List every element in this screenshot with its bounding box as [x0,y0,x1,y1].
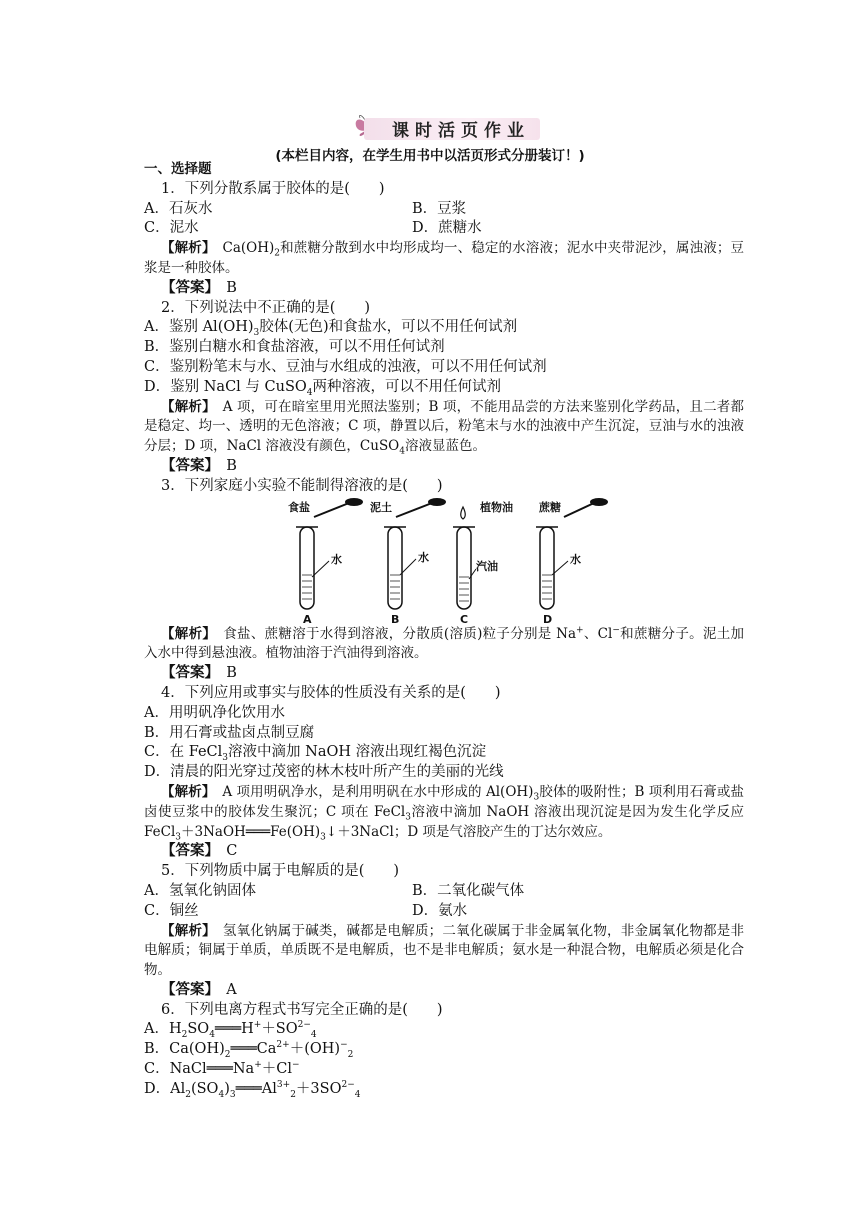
subtitle: (本栏目内容，在学生用书中以活页形式分册装订！) [275,148,585,164]
answer-tag: 【答案】 [161,843,212,860]
subscript: 3 [253,328,260,339]
analysis-text: 胶体的吸附性；B 项利用石膏或盐卤使豆浆中的胶体发生聚沉；C 项在 FeCl [144,783,745,820]
formula-part: ═══Ca [230,1041,277,1058]
question-6-stem: 6．下列电离方程式书写完全正确的是( ) [161,1001,443,1018]
analysis-text: A 项用明矾净水，是利用明矾在水中形成的 Al(OH) [222,783,534,800]
formula-part: ＋Cl [261,1061,292,1078]
formula-part: B．Ca(OH) [144,1041,225,1058]
option-text: 胶体(无色)和食盐水，可以不用任何试剂 [259,319,518,336]
analysis-tag: 【解析】 [161,625,210,642]
subscript: 4 [310,1030,317,1041]
answer-tag: 【答案】 [161,279,212,296]
label-side-a: 水 [331,552,342,566]
answer-tag: 【答案】 [161,665,212,682]
header-banner [352,112,542,142]
answer-value: B [226,279,237,296]
q4-option-c [144,743,744,763]
analysis-text: 溶液中滴加 NaOH 溶液出现沉淀是因为发生化学反应 FeCl [144,803,744,840]
q5-option-b: B．二氧化碳气体 [412,882,525,899]
analysis-tag: 【解析】 [161,398,210,415]
q6-option-c [144,1060,744,1080]
subscript: 2 [181,1030,188,1041]
section-title: 一、选择题 [144,161,212,177]
subscript: 2 [185,1089,191,1100]
q4-answer [144,842,744,862]
superscript: + [576,625,584,636]
q2-answer [144,457,744,477]
analysis-text: 溶液显蓝色。 [405,438,486,455]
question-3-stem: 3．下列家庭小实验不能制得溶液的是( ) [161,477,443,494]
formula-part: ＋(OH) [289,1041,341,1058]
analysis-text: 和蔗糖分散到水中均形成均一、稳定的水溶液；泥水中夹带泥沙，属浊液；豆浆是一种胶体。 [144,240,745,276]
answer-tag: 【答案】 [161,981,212,998]
question-2-stem: 2．下列说法中不正确的是( ) [161,299,371,316]
formula-part: ＋SO [261,1021,298,1038]
label-top-a: 食盐 [288,500,310,514]
superscript: 2− [297,1020,311,1031]
formula-part: ＋3SO [295,1080,342,1097]
subscript: 4 [354,1089,361,1100]
question-1-options-row-2 [144,219,744,239]
answer-value: C [226,843,238,860]
subscript: 3 [229,1089,236,1100]
q2-analysis [144,398,744,457]
label-top-c: 植物油 [480,500,513,514]
subscript: 4 [209,1030,215,1041]
q3-analysis [144,625,744,665]
q5-option-d: D．氨水 [412,902,468,919]
subscript: 2 [224,1050,231,1061]
subscript: 4 [399,446,405,457]
analysis-text: ＋3NaOH═══Fe(OH) [181,823,321,840]
label-letter-a: A [303,612,312,625]
q1-option-b: B．豆浆 [412,200,467,217]
subscript: 2 [347,1050,354,1061]
superscript: − [612,625,620,636]
formula-part: SO [187,1021,210,1038]
q2-option-c: C．鉴别粉笔末与水、豆油与水组成的浊液，可以不用任何试剂 [144,358,547,375]
label-side-b: 水 [418,550,429,564]
label-letter-d: D [543,612,553,625]
question-5-stem: 5．下列物质中属于电解质的是( ) [161,863,400,880]
q5-option-a: A．氢氧化钠固体 [144,882,256,899]
formula-part: ═══H [214,1021,254,1038]
q5-analysis [144,922,744,981]
formula-part: D．Al [144,1080,186,1097]
q4-option-a: A．用明矾净化饮用水 [144,704,285,721]
subscript: 2 [290,1089,296,1100]
subscript: 3 [222,753,229,764]
subscript: 4 [218,1089,225,1100]
answer-value: B [226,665,237,682]
subscript: 2 [274,248,280,259]
q1-option-d: D．蔗糖水 [412,220,482,237]
answer-value: A [226,981,237,998]
option-text: 两种溶液，可以不用任何试剂 [312,378,502,395]
label-top-b: 泥土 [370,500,392,514]
q3-answer [144,664,744,684]
formula-part: (SO [190,1080,219,1097]
test-tube-figure [144,497,744,625]
q4-analysis [144,783,744,842]
superscript: − [291,1060,300,1071]
subscript: 3 [320,832,326,843]
q2-option-d [144,378,744,398]
analysis-text: 食盐、蔗糖溶于水得到溶液，分散质(溶质)粒子分别是 Na [223,625,577,642]
label-letter-b: B [391,612,400,625]
q5-option-c: C．铜丝 [144,902,199,919]
formula-part: C．NaCl═══Na [144,1061,255,1078]
q1-option-a: A．石灰水 [144,200,213,217]
q2-option-a [144,318,744,338]
formula-part: ) [224,1080,230,1097]
q4-option-d: D．清晨的阳光穿过茂密的林木枝叶所产生的美丽的光线 [144,764,504,781]
superscript: + [254,1060,262,1071]
analysis-text: A 项，可在暗室里用光照法鉴别；B 项，不能用品尝的方法来鉴别化学药品，且二者都是稳定、均一、透明的无色溶液；C 项，静置以后，粉笔末与水的浊液中产生沉淀，豆油与水的浊液分层；D 项，NaCl 溶液没有颜色，CuSO [144,398,744,455]
q6-option-a [144,1020,744,1040]
q3-figure [144,497,744,625]
analysis-tag: 【解析】 [161,783,209,800]
q1-option-c: C．泥水 [144,220,199,237]
superscript: + [253,1020,262,1031]
q6-option-b [144,1040,744,1060]
option-text: D．鉴别 NaCl 与 CuSO [144,378,307,395]
analysis-tag: 【解析】 [161,922,210,939]
superscript: 2− [341,1080,355,1091]
option-text: C．在 FeCl [144,744,223,761]
q1-analysis [144,239,744,279]
analysis-text: 氢氧化钠属于碱类，碱都是电解质；二氧化碳属于非金属氧化物，非金属氧化物都是非电解质；铜属于单质，单质既不是电解质，也不是非电解质；氨水是一种混合物，电解质必须是化合物。 [144,922,745,979]
banner-title: 课时活页作业 [392,121,530,141]
subscript: 3 [405,812,411,823]
subscript: 4 [306,387,313,398]
option-text: A．鉴别 Al(OH) [144,319,254,336]
answer-value: B [226,457,237,474]
label-side-c: 汽油 [476,559,498,573]
label-side-d: 水 [570,552,581,566]
superscript: 3+ [276,1080,291,1091]
analysis-text: Ca(OH) [222,240,275,257]
q2-option-b: B．鉴别白糖水和食盐溶液，可以不用任何试剂 [144,339,445,356]
option-text: 溶液中滴加 NaOH 溶液出现红褐色沉淀 [228,744,487,761]
superscript: 2+ [276,1040,290,1051]
answer-tag: 【答案】 [161,457,212,474]
q6-option-d [144,1080,744,1100]
analysis-text: 和蔗糖分子。泥土加入水中得到悬浊液。植物油溶于汽油得到溶液。 [144,625,745,662]
content [144,160,744,1100]
subscript: 3 [533,792,540,803]
q5-answer [144,981,744,1001]
formula-part: ═══Al [235,1080,277,1097]
analysis-tag: 【解析】 [161,240,209,257]
analysis-text: ↓＋3NaCl；D 项是气溶胶产生的丁达尔效应。 [325,823,612,840]
q4-option-b: B．用石膏或盐卤点制豆腐 [144,724,315,741]
superscript: − [340,1040,348,1051]
formula-part: A．H [144,1021,182,1038]
question-5-options-row-2 [144,902,744,922]
label-letter-c: C [460,612,469,625]
question-1-options-row-1 [144,200,744,220]
analysis-text: 、Cl [583,625,613,642]
question-4-stem: 4．下列应用或事实与胶体的性质没有关系的是( ) [161,684,501,701]
q1-answer [144,279,744,299]
question-1-stem: 1．下列分散系属于胶体的是( ) [161,180,385,197]
question-5-options-row-1 [144,882,744,902]
label-top-d: 蔗糖 [539,500,561,514]
subscript: 3 [175,832,181,843]
